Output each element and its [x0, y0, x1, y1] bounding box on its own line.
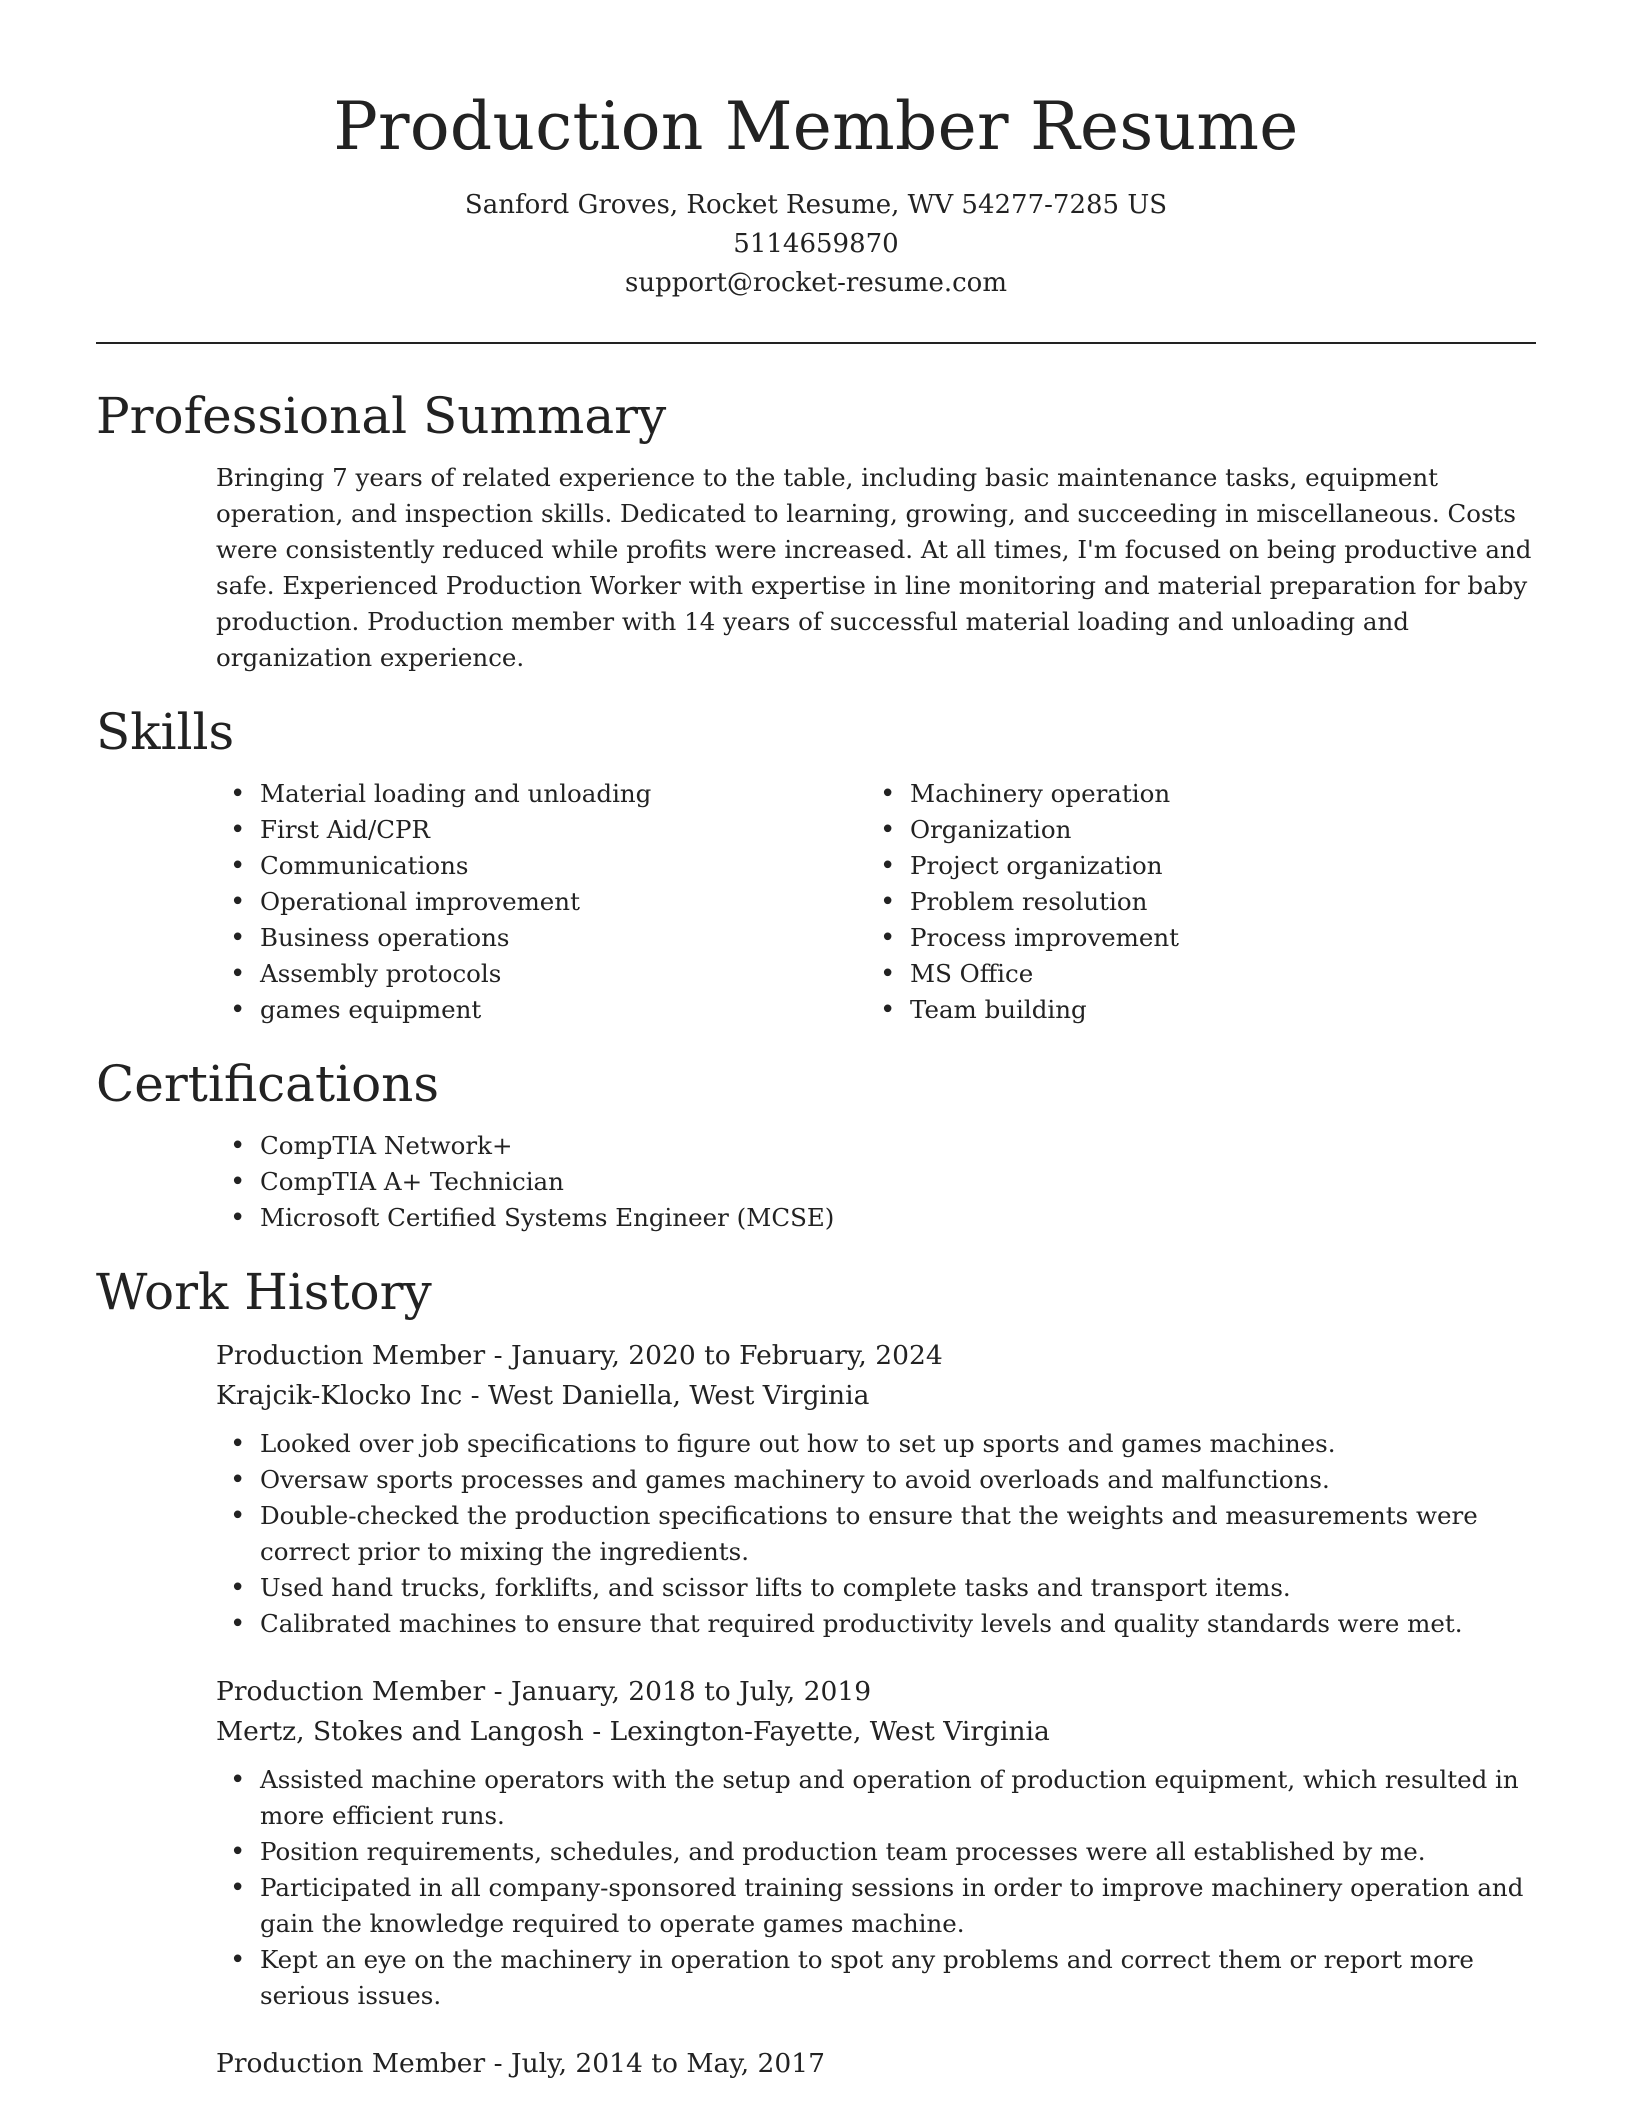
job-title: Production Member: [216, 1676, 486, 1707]
skills-columns: [216, 776, 1536, 1028]
job-company-line: Krajcik-Klocko Inc - West Daniella, West Virginia: [216, 1380, 870, 1411]
certification-item: • CompTIA A+ Technician: [216, 1164, 1536, 1200]
section-heading-skills: Skills: [96, 703, 235, 761]
section-heading-work-history: Work History: [96, 1263, 432, 1321]
job-bullet: • Position requirements, schedules, and production team processes were all established by me.: [216, 1834, 1536, 1870]
job-title: Production Member: [216, 1340, 486, 1371]
skills-list-left: [216, 776, 866, 1028]
job-title-line: Production Member - January, 2018 to July, 2019: [216, 1676, 872, 1707]
skill-item: • Assembly protocols: [216, 956, 866, 992]
job-entry: [216, 1336, 1536, 1642]
job-bullet: • Looked over job specifications to figure out how to set up sports and games machines.: [216, 1426, 1536, 1462]
summary-text: Bringing 7 years of related experience to the table, including basic maintenance tasks, equipment operation, and inspection skills. Dedicated to learning, growing, and succeeding in miscellaneous. Costs were consistently reduced while profits were increased. At all times, I'm focused on being productive and safe. Experienced Production Worker with expertise in line monitoring and material preparation for baby production. Production member with 14 years of successful material loading and unloading and organization experience.: [216, 463, 1532, 672]
job-company-line: Mertz, Stokes and Langosh - Lexington-Fayette, West Virginia: [216, 1716, 1050, 1747]
certifications-section: [96, 1048, 1536, 1236]
job-location: Lexington-Fayette, West Virginia: [609, 1716, 1050, 1747]
skill-item: • First Aid/CPR: [216, 812, 866, 848]
resume-title: Production Member Resume: [333, 88, 1299, 165]
job-bullet: • Double-checked the production specifications to ensure that the weights and measurements were correct prior to mixing the ingredients.: [216, 1498, 1536, 1570]
contact-address: Sanford Groves, Rocket Resume, WV 54277-7285 US: [464, 190, 1168, 220]
section-heading-certifications: Certifications: [96, 1055, 440, 1113]
certification-item: • CompTIA Network+: [216, 1128, 1536, 1164]
skill-item: • Project organization: [866, 848, 1516, 884]
job-bullet: • Participated in all company-sponsored training sessions in order to improve machinery operation and gain the knowledge required to operate games machine.: [216, 1870, 1536, 1942]
summary-section: [96, 380, 1536, 676]
skill-item: • Communications: [216, 848, 866, 884]
skill-item: • Operational improvement: [216, 884, 866, 920]
contact-email: support@rocket-resume.com: [624, 268, 1007, 298]
header-divider: [96, 342, 1536, 344]
contact-info: [0, 186, 1632, 303]
job-bullet: • Calibrated machines to ensure that required productivity levels and quality standards were met.: [216, 1606, 1536, 1642]
job-bullets: [216, 1426, 1536, 1642]
skill-item: • Process improvement: [866, 920, 1516, 956]
job-entry: [216, 2044, 1536, 2084]
resume-header: [0, 82, 1632, 303]
job-entry: [216, 1672, 1536, 2014]
job-bullets: [216, 1762, 1536, 2014]
skill-item: • MS Office: [866, 956, 1516, 992]
job-dates: July, 2014 to May, 2017: [510, 2048, 825, 2079]
job-bullet: • Kept an eye on the machinery in operation to spot any problems and correct them or report more serious issues.: [216, 1942, 1536, 2014]
skill-item: • Organization: [866, 812, 1516, 848]
skill-item: • Material loading and unloading: [216, 776, 866, 812]
job-title: Production Member: [216, 2048, 486, 2079]
job-bullet: • Used hand trucks, forklifts, and scissor lifts to complete tasks and transport items.: [216, 1570, 1536, 1606]
job-title-line: Production Member - January, 2020 to February, 2024: [216, 1340, 943, 1371]
job-dates: January, 2020 to February, 2024: [510, 1340, 943, 1371]
job-bullet: • Assisted machine operators with the setup and operation of production equipment, which resulted in more efficient runs.: [216, 1762, 1536, 1834]
work-history-section: [96, 1256, 1536, 2084]
skill-item: • Machinery operation: [866, 776, 1516, 812]
section-heading-summary: Professional Summary: [96, 387, 667, 445]
job-title-line: Production Member - July, 2014 to May, 2017: [216, 2048, 825, 2079]
job-location: West Daniella, West Virginia: [488, 1380, 870, 1411]
skill-item: • games equipment: [216, 992, 866, 1028]
job-bullet: • Oversaw sports processes and games machinery to avoid overloads and malfunctions.: [216, 1462, 1536, 1498]
job-company: Krajcik-Klocko Inc: [216, 1380, 463, 1411]
skill-item: • Business operations: [216, 920, 866, 956]
contact-phone: 5114659870: [733, 229, 899, 259]
certifications-list: [216, 1128, 1536, 1236]
certification-item: • Microsoft Certified Systems Engineer (MCSE): [216, 1200, 1536, 1236]
skills-list-right: [866, 776, 1516, 1028]
resume-content: [96, 380, 1536, 2084]
skills-section: [96, 696, 1536, 1028]
job-dates: January, 2018 to July, 2019: [510, 1676, 872, 1707]
skill-item: • Problem resolution: [866, 884, 1516, 920]
job-company: Mertz, Stokes and Langosh: [216, 1716, 584, 1747]
skill-item: • Team building: [866, 992, 1516, 1028]
